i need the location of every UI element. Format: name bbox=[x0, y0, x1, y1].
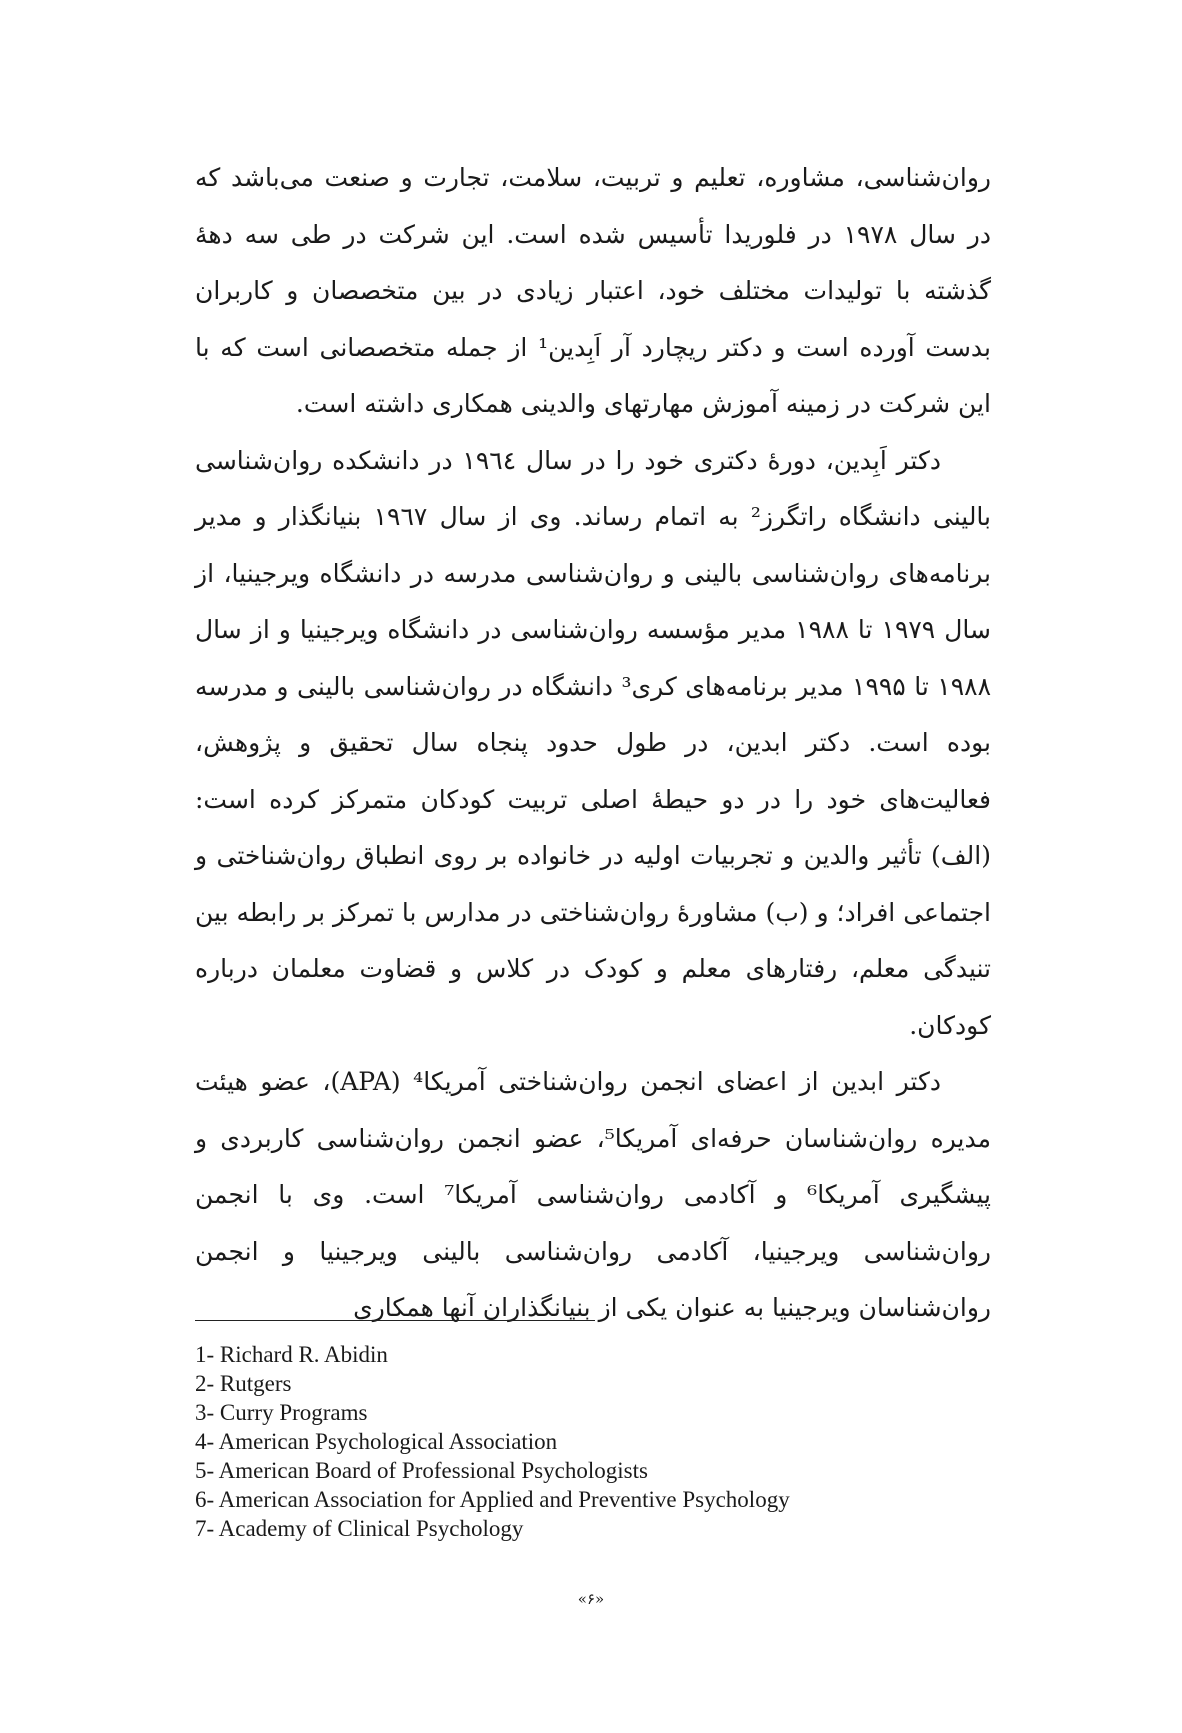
footnotes-list bbox=[195, 1340, 995, 1543]
footnote-5: 5- American Board of Professional Psychologists bbox=[195, 1458, 648, 1483]
footnote-separator bbox=[195, 1320, 595, 1321]
footnote-7: 7- Academy of Clinical Psychology bbox=[195, 1516, 524, 1541]
footnote-1: 1- Richard R. Abidin bbox=[195, 1342, 388, 1367]
footnote-2: 2- Rutgers bbox=[195, 1371, 292, 1396]
paragraph-1: روان‌شناسی، مشاوره، تعلیم و تربیت، سلامت، تجارت و صنعت می‌باشد که در سال ۱۹۷۸ در فلوریدا تأسیس شده است. این شرکت در طی سه دههٔ گذشته با تولیدات مختلف خود، اعتبار زیادی در بین متخصصان و کاربران بدست آورده است و دکتر ریچارد آر اَبِدین¹ از جمله متخصصانی است که با این شرکت در زمینه آموزش مهارتهای والدینی همکاری داشته است. bbox=[195, 163, 992, 418]
footnote-6: 6- American Association for Applied and Preventive Psychology bbox=[195, 1487, 790, 1512]
footnote-3: 3- Curry Programs bbox=[195, 1400, 368, 1425]
paragraph-3: دکتر ابدین از اعضای انجمن روان‌شناختی آمریکا⁴ (APA)، عضو هیئت مدیره روان‌شناسان حرفه‌ای آمریکا⁵، عضو انجمن روان‌شناسی کاربردی و پیشگیری آمریکا⁶ و آکادمی روان‌شناسی آمریکا⁷ است. وی با انجمن روان‌شناسی ویرجینیا، آکادمی روان‌شناسی بالینی ویرجینیا و انجمن روان‌شناسان ویرجینیا به عنوان یکی از بنیانگذاران آنها همکاری bbox=[195, 1067, 991, 1322]
page-number: «۶» bbox=[577, 1590, 605, 1608]
footnote-4: 4- American Psychological Association bbox=[195, 1429, 558, 1454]
paragraph-2: دکتر اَبِدین، دورهٔ دکتری خود را در سال ۱۹٦٤ در دانشکده روان‌شناسی بالینی دانشگاه راتگرز² به اتمام رساند. وی از سال ۱۹٦٧ بنیانگذار و مدیر برنامه‌های روان‌شناسی بالینی و روان‌شناسی مدرسه در دانشگاه ویرجینیا، از سال ۱۹۷۹ تا ۱۹۸۸ مدیر مؤسسه روان‌شناسی در دانشگاه ویرجینیا و از سال ۱۹۸۸ تا ۱۹۹۵ مدیر برنامه‌های کری³ دانشگاه در روان‌شناسی بالینی و مدرسه بوده است. دکتر ابدین، در طول حدود پنجاه سال تحقیق و پژوهش، فعالیت‌های خود را در دو حیطهٔ اصلی تربیت کودکان متمرکز کرده است: (الف) تأثیر والدین و تجربیات اولیه در خانواده بر روی انطباق روان‌شناختی و اجتماعی افراد؛ و (ب) مشاورهٔ روان‌شناختی در مدارس با تمرکز بر رابطه بین تنیدگی معلم، رفتارهای معلم و کودک در کلاس و قضاوت معلمان درباره کودکان. bbox=[195, 445, 992, 1040]
body-text bbox=[195, 150, 991, 1337]
